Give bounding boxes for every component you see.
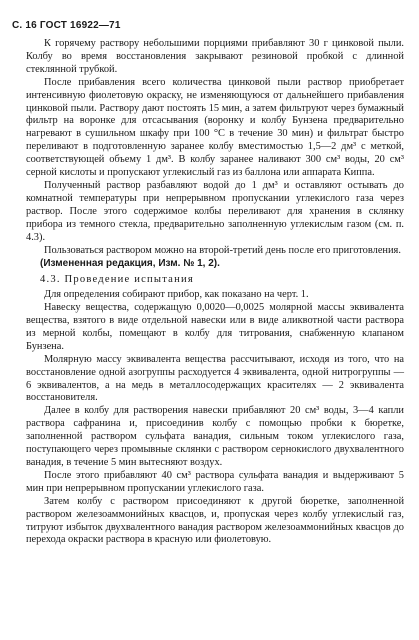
paragraph: Затем колбу с раствором присоединяют к другой бюретке, заполненной раствором железоаммонийных квасцов, и, пропуская через колбу углекислый газ, титруют избыток двухвалентного ванадия раствором железоаммонийных квасцов до перехода окраски раствора в красную или фиолетовую. (26, 495, 404, 546)
section-title: 4.3. Проведение испытания (40, 274, 194, 286)
paragraph: После этого прибавляют 40 см³ раствора сульфата ванадия и выдерживают 5 мин при непрерывном пропускании углекислого газа. (26, 469, 404, 494)
paragraph: Навеску вещества, содержащую 0,0020—0,0025 молярной массы эквивалента вещества, взятого в виде отдельной навески или в виде аликвотной части раствора из мерной колбы, помещают в колбу для титрования, снабженную клапаном Бунзена. (26, 302, 404, 352)
paragraph: Пользоваться раствором можно на второй-третий день после его приготовления. (44, 244, 401, 256)
paragraph: Молярную массу эквивалента вещества рассчитывают, исходя из того, что на восстановление одной азогруппы расходуется 4 эквивалента, одной нитрогруппы — 6 эквивалентов, а на медь в металлосодержащих красителях — 2 эквивалента восстановителя. (26, 353, 404, 404)
paragraph: Далее в колбу для растворения навески прибавляют 20 см³ воды, 3—4 капли раствора сафранина и, присоединив колбу с помощью пробки к бюретке, заполненной раствором сульфата ванадия, сильным током углекислого газа, поступающего через промывные склянки с раствором сернокислого двухвалентного ванадия, в течение 5 мин вытесняют воздух. (26, 405, 404, 468)
document-body (26, 38, 404, 547)
paragraph: К горячему раствору небольшими порциями прибавляют 30 г цинковой пыли. Колбу во время восстановления закрывают резиновой пробкой с длинной стеклянной трубкой. (26, 38, 404, 75)
paragraph: После прибавления всего количества цинковой пыли раствор приобретает интенсивную фиолетовую окраску, не изменяющуюся от дальнейшего прибавления цинковой пыли. Раствору дают постоять 15 мин, а затем фильтруют через бумажный фильтр на воронке для отсасывания (воронку и колбу Бунзена предварительно нагревают в сушильном шкафу при 100 °С в течение 30 мин) и фильтрат быстро переливают в подготовленную заранее колбу вместимостью 1,5—2 дм³ с меткой, соответствующей объему 1 дм³. В колбу заранее наливают 300 см³ воды, 20 см³ серной кислоты и пропускают углекислый газ из баллона или аппарата Киппа. (26, 76, 404, 179)
edition-note: (Измененная редакция, Изм. № 1, 2). (40, 258, 220, 270)
paragraph: Для определения собирают прибор, как показано на черт. 1. (44, 289, 309, 301)
page-header: С. 16 ГОСТ 16922—71 (12, 20, 121, 31)
paragraph: Полученный раствор разбавляют водой до 1 дм³ и оставляют остывать до комнатной температуры при непрерывном пропускании углекислого газа через раствор. После этого содержимое колбы переливают для хранения в склянку прибора из темного стекла, предварительно заполненную углекислым газом (см. п. 4.3). (26, 179, 404, 243)
